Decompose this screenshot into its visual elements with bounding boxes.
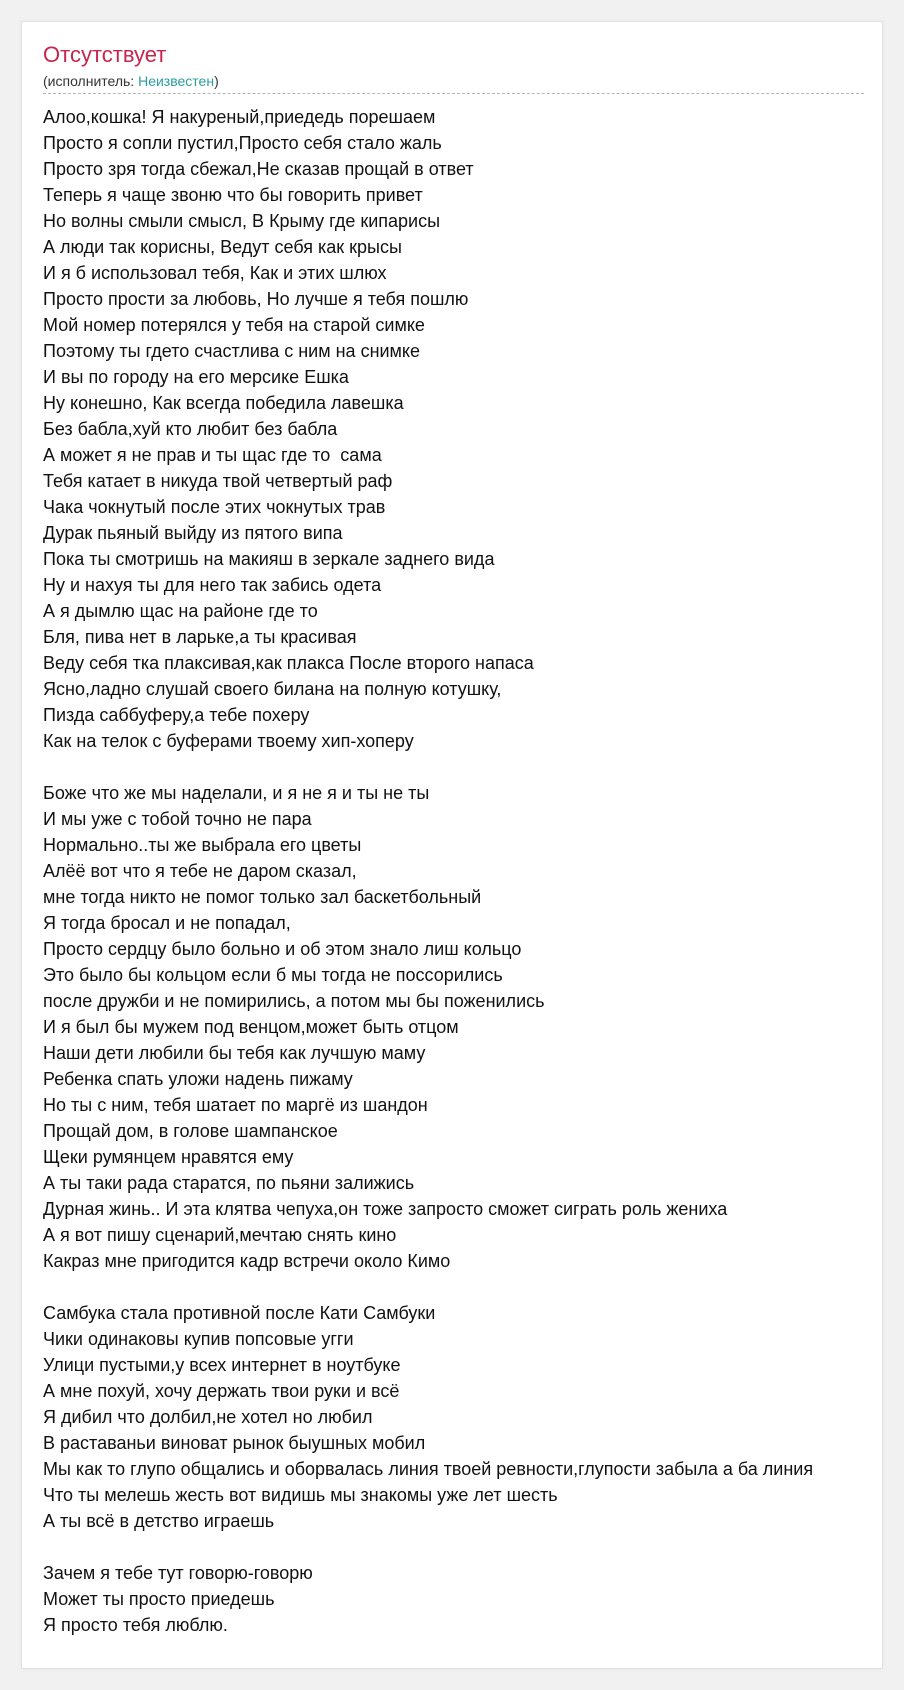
lyric-line: Ребенка спать уложи надень пижаму <box>43 1069 353 1089</box>
artist-line <box>43 74 219 88</box>
lyric-blank-line <box>43 1274 883 1300</box>
lyric-line: Какраз мне пригодится кадр встречи около Кимо <box>43 1251 451 1271</box>
lyric-line: Дурак пьяный выйду из пятого випа <box>43 523 343 543</box>
lyric-line: Может ты просто приедешь <box>43 1589 275 1609</box>
lyric-line: Ну и нахуя ты для него так забись одета <box>43 575 382 595</box>
lyric-line: А может я не прав и ты щас где то сама <box>43 445 382 465</box>
lyric-line: Я дибил что долбил,не хотел но любил <box>43 1407 373 1427</box>
lyric-line: мне тогда никто не помог только зал баскетбольный <box>43 887 482 907</box>
lyric-line: Дурная жинь.. И эта клятва чепуха,он тоже запросто сможет сиграть роль жениха <box>43 1199 728 1219</box>
lyric-blank-line <box>43 754 883 780</box>
lyric-line: А я дымлю щас на районе где то <box>43 601 318 621</box>
lyric-line: А я вот пишу сценарий,мечтаю снять кино <box>43 1225 397 1245</box>
lyric-line: Но волны смыли смысл, В Крыму где кипарисы <box>43 211 441 231</box>
lyric-line: Но ты с ним, тебя шатает по маргё из шандон <box>43 1095 428 1115</box>
lyric-line: Боже что же мы наделали, и я не я и ты не ты <box>43 783 430 803</box>
lyric-line: Мой номер потерялся у тебя на старой симке <box>43 315 425 335</box>
lyric-line: Без бабла,хуй кто любит без бабла <box>43 419 338 439</box>
lyric-line: И вы по городу на его мерсике Ешка <box>43 367 349 387</box>
artist-link[interactable]: Неизвестен <box>138 73 215 89</box>
lyric-line: Пизда саббуферу,а тебе похеру <box>43 705 310 725</box>
lyric-line: А ты всё в детство играешь <box>43 1511 275 1531</box>
lyric-line: Зачем я тебе тут говорю-говорю <box>43 1563 313 1583</box>
lyric-line: Теперь я чаще звоню что бы говорить привет <box>43 185 423 205</box>
lyric-line: И я был бы мужем под венцом,может быть отцом <box>43 1017 459 1037</box>
lyric-line: после дружби и не помирились, а потом мы бы поженились <box>43 991 545 1011</box>
lyric-line: А мне похуй, хочу держать твои руки и всё <box>43 1381 400 1401</box>
lyric-line: Пока ты смотришь на макияш в зеркале заднего вида <box>43 549 495 569</box>
lyric-line: В раставаньи виноват рынок быушных мобил <box>43 1433 426 1453</box>
artist-prefix: (исполнитель: <box>43 73 139 89</box>
lyric-line: Бля, пива нет в ларьке,а ты красивая <box>43 627 357 647</box>
song-title: Отсутствует <box>43 42 167 67</box>
lyrics-card <box>21 21 883 1669</box>
lyrics-text <box>43 104 883 1638</box>
artist-suffix: ) <box>214 73 219 89</box>
title-divider <box>43 93 864 94</box>
lyric-blank-line <box>43 1534 883 1560</box>
lyric-line: Прощай дом, в голове шампанское <box>43 1121 338 1141</box>
lyric-line: Тебя катает в никуда твой четвертый раф <box>43 471 393 491</box>
lyric-line: Я просто тебя люблю. <box>43 1615 228 1635</box>
lyric-line: Чака чокнутый после этих чокнутых трав <box>43 497 386 517</box>
lyric-line: Веду себя тка плаксивая,как плакса После второго напаса <box>43 653 534 673</box>
lyric-line: Я тогда бросал и не попадал, <box>43 913 291 933</box>
lyric-line: Это было бы кольцом если б мы тогда не поссорились <box>43 965 503 985</box>
lyric-line: А ты таки рада старатся, по пьяни залижись <box>43 1173 415 1193</box>
lyric-line: Самбука стала противной после Кати Самбуки <box>43 1303 436 1323</box>
lyric-line: Мы как то глупо общались и оборвалась линия твоей ревности,глупости забыла а ба линия <box>43 1459 814 1479</box>
lyric-line: Как на телок с буферами твоему хип-хоперу <box>43 731 414 751</box>
lyric-line: Нормально..ты же выбрала его цветы <box>43 835 362 855</box>
lyric-line: Чики одинаковы купив попсовые угги <box>43 1329 354 1349</box>
lyric-line: Просто зря тогда сбежал,Не сказав прощай в ответ <box>43 159 474 179</box>
lyric-line: Улици пустыми,у всех интернет в ноутбуке <box>43 1355 401 1375</box>
lyric-line: Алоо,кошка! Я накуреный,приедедь порешаем <box>43 107 436 127</box>
lyric-line: Наши дети любили бы тебя как лучшую маму <box>43 1043 426 1063</box>
lyric-line: Ну конешно, Как всегда победила лавешка <box>43 393 404 413</box>
lyric-line: Ясно,ладно слушай своего билана на полную котушку, <box>43 679 502 699</box>
lyric-line: Просто сердцу было больно и об этом знало лиш кольцо <box>43 939 522 959</box>
lyric-line: Что ты мелешь жесть вот видишь мы знакомы уже лет шесть <box>43 1485 558 1505</box>
lyric-line: Щеки румянцем нравятся ему <box>43 1147 294 1167</box>
lyric-line: Поэтому ты гдето счастлива с ним на снимке <box>43 341 421 361</box>
lyric-line: Алёё вот что я тебе не даром сказал, <box>43 861 357 881</box>
lyric-line: И я б использовал тебя, Как и этих шлюх <box>43 263 387 283</box>
lyric-line: Просто прости за любовь, Но лучше я тебя пошлю <box>43 289 469 309</box>
lyric-line: Просто я сопли пустил,Просто себя стало жаль <box>43 133 442 153</box>
lyric-line: А люди так корисны, Ведут себя как крысы <box>43 237 402 257</box>
lyric-line: И мы уже с тобой точно не пара <box>43 809 312 829</box>
